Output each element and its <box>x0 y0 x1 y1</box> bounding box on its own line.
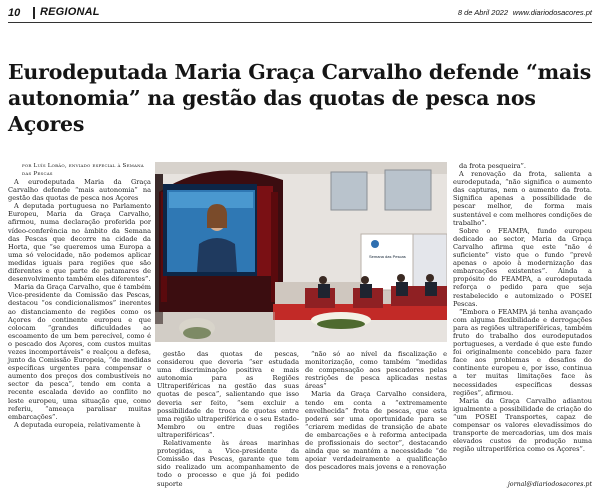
window-left <box>331 172 367 210</box>
paragraph: A renovação da frota, salienta a eurodeputada, “não significa o aumento das capturas, nem o aumento da frota. Significa apenas a possibilidade de pescar melhor, de forma mais sustentável e com melhores condições de trabalho”. <box>453 170 592 227</box>
article-column-3 <box>305 350 447 471</box>
footer-email: jornal@diariodosacores.pt <box>507 481 592 488</box>
banner-text: Semana das Pescas <box>369 254 406 259</box>
paragraph: A eurodeputada Maria da Graça Carvalho defende “mais autonomia” na gestão das quotas de pesca nos Açores <box>8 178 151 203</box>
conference-photo <box>155 162 447 342</box>
paragraph: Maria da Graça Carvalho adiantou igualmente a possibilidade de criação do “um POSEI Transportes, capaz de compensar os valores elevadíssimos do transporte de mercadorias, um dos mais elevados custos de produção numa região ultraperiférica como os Açores”. <box>453 396 592 454</box>
paragraph: gestão das quotas de pescas, considerou que deveria “ser estudada uma discriminação positiva e mais autonomia para as Regiões Ultraperiféricas na gestão das suas quotas de pesca”, salientando que isso deveria ser feito, “sem excluir a possibilidade de troca de quotas entre uma região ultraperiférica e o seu Estado-Membro ou entre duas regiões ultraperiféricas”. <box>157 350 299 439</box>
article-column-1 <box>8 178 151 429</box>
speaker-body <box>197 238 237 272</box>
article-byline: por Luís Lobão, enviado especial à Semana das Pescas <box>22 163 144 177</box>
paragraph: A deputada europeia, relativamente à <box>14 420 141 429</box>
article-column-2 <box>157 350 299 488</box>
event-banner <box>361 234 413 290</box>
panelist-head-3 <box>397 274 405 282</box>
section-name: REGIONAL <box>40 6 100 18</box>
paragraph: Relativamente às áreas marinhas protegidas, a Vice-presidente da Comissão das Pescas, garante que tem sido realizado um acompanhamento de todo o processo e que já foi pedido suporte <box>157 439 299 488</box>
paragraph: “não só ao nível da fiscalização e monitorização, como também “medidas de compensação aos pescadores pelas restrições de pesca aplicadas nestas áreas” <box>305 350 447 391</box>
window-right <box>385 170 431 210</box>
newspaper-website: www.diariodosacores.pt <box>512 8 592 17</box>
speaker-hair <box>207 204 227 228</box>
article-headline: Eurodeputada Maria Graça Carvalho defende “mais autonomia” na gestão das quotas de pesca nos Açores <box>8 60 592 136</box>
page-header <box>0 0 600 24</box>
paragraph: “Embora o FEAMPA já tenha avançado com alguma flexibilidade e derrogações para as regiões ultraperiféricas, também fruto do trabalho dos eurodeputados portugueses, a verdade é que este fundo foi originalmente concebido para fazer face aos problemas e desafios do continente europeu e, por isso, continua a ter muitas limitações face às necessidades específicas dessas regiões”, afirmou. <box>453 307 592 397</box>
screen-video-highlight <box>169 192 253 208</box>
paragraph: A deputada portuguesa no Parlamento Europeu, Maria da Graça Carvalho, afirmou, numa declaração proferida por vídeo-conferência no âmbito da Semana das Pescas que decorre na cidade da Horta, que “se queremos uma Europa a uma só velocidade, não podemos aplicar medidas iguais para regiões que são diferentes e que parte de patamares de desenvolvimento também eles diferentes”. <box>8 202 151 284</box>
header-rule <box>8 22 592 23</box>
article-photo <box>155 162 447 342</box>
panelist-head-4 <box>426 274 434 282</box>
panelist-body-4 <box>425 282 437 296</box>
panelist-head-1 <box>319 276 327 284</box>
page-number: 10 <box>8 7 21 19</box>
panelist-head-2 <box>361 276 369 284</box>
article-column-4 <box>453 162 592 453</box>
paragraph: Sobre o FEAMPA, fundo europeu dedicado ao sector, Maria da Graça Carvalho afirma que este “não é suficiente” visto que o fundo “prevê apenas o apoio à modernização das embarcações existentes”. Ainda a propósito do FEAMPA, a eurodeputada reforça o pedido para que seja restabelecido e automizado o POSEI Pescas. <box>453 226 592 308</box>
header-divider <box>33 7 35 19</box>
floor-shadow <box>155 312 275 342</box>
flower-foliage-center <box>317 319 365 329</box>
paragraph: da frota pesqueira”. <box>459 162 527 170</box>
panelist-body-3 <box>396 282 408 296</box>
panelist-body-1 <box>318 284 330 298</box>
paragraph: Maria da Graça Carvalho, que é também Vice-presidente da Comissão das Pescas, destacou “os condicionalismos” inerentes ao distanciamento de regiões como os Açores do continente europeu e que colocam “grandes dificuldades ao escoamento de um bem perecível, como é o pescado dos Açores, com custos muitas vezes incomportáveis” e realçou a defesa, junto da Comissão Europeia, “de medidas específicas urgentes para compensar o aumento dos preços dos combustíveis no sector da pesca”, tendo em conta a recente escalada devido ao conflito no leste europeu, uma situação que, como referiu, “ameaça paralisar muitas embarcações”. <box>8 283 151 421</box>
banner-logo-icon <box>371 240 379 248</box>
panelist-body-2 <box>360 284 372 298</box>
issue-date: 8 de Abril 2022 <box>457 8 508 17</box>
paragraph: Maria da Graça Carvalho considera, tendo em conta a “extremamente envelhecida” frota de pescas, que esta poderá ser uma oportunidade para se “criarem medidas de transição de abate de embarcações e à reforma antecipada de profissionais do sector”, destacando ainda que se mantém a necessidade “de apoiar verdadeiramente a qualificação dos pescadores mais jovens e a renovação <box>305 390 447 472</box>
